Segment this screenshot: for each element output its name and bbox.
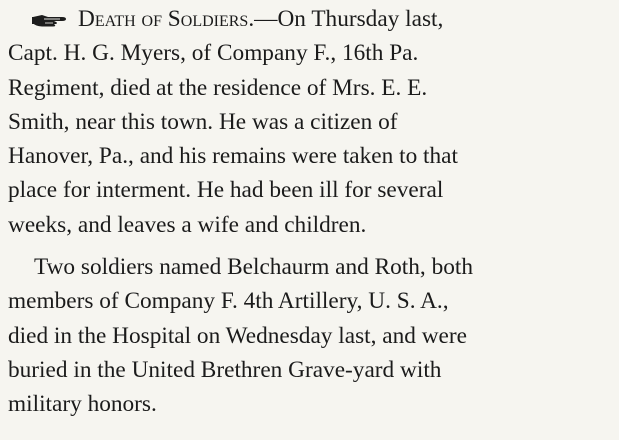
article-line: Two soldiers named Belchaurm and Roth, both: [34, 254, 473, 281]
article-line: Hanover, Pa., and his remains were taken to that: [8, 143, 458, 170]
article-line: Regiment, died at the residence of Mrs. E. E.: [8, 74, 428, 101]
pointing-hand-icon: [32, 13, 74, 29]
article-line: military honors.: [8, 391, 157, 418]
article-line: members of Company F. 4th Artillery, U. S. A.,: [8, 288, 449, 315]
article-line: [8, 2, 610, 36]
article-line: place for interment. He had been ill for several: [8, 177, 444, 204]
article-line: Capt. H. G. Myers, of Company F., 16th Pa.: [8, 40, 419, 67]
article: [8, 2, 610, 422]
article-line: weeks, and leaves a wife and children.: [8, 211, 367, 238]
paragraph-gap: [8, 242, 610, 250]
article-line: Smith, near this town. He was a citizen of: [8, 108, 398, 135]
article-line-text: —On Thursday last,: [254, 6, 444, 32]
headline: Death of Soldiers.: [78, 6, 255, 32]
article-line: buried in the United Brethren Grave-yard with: [8, 356, 442, 383]
article-line: died in the Hospital on Wednesday last, and were: [8, 322, 467, 349]
